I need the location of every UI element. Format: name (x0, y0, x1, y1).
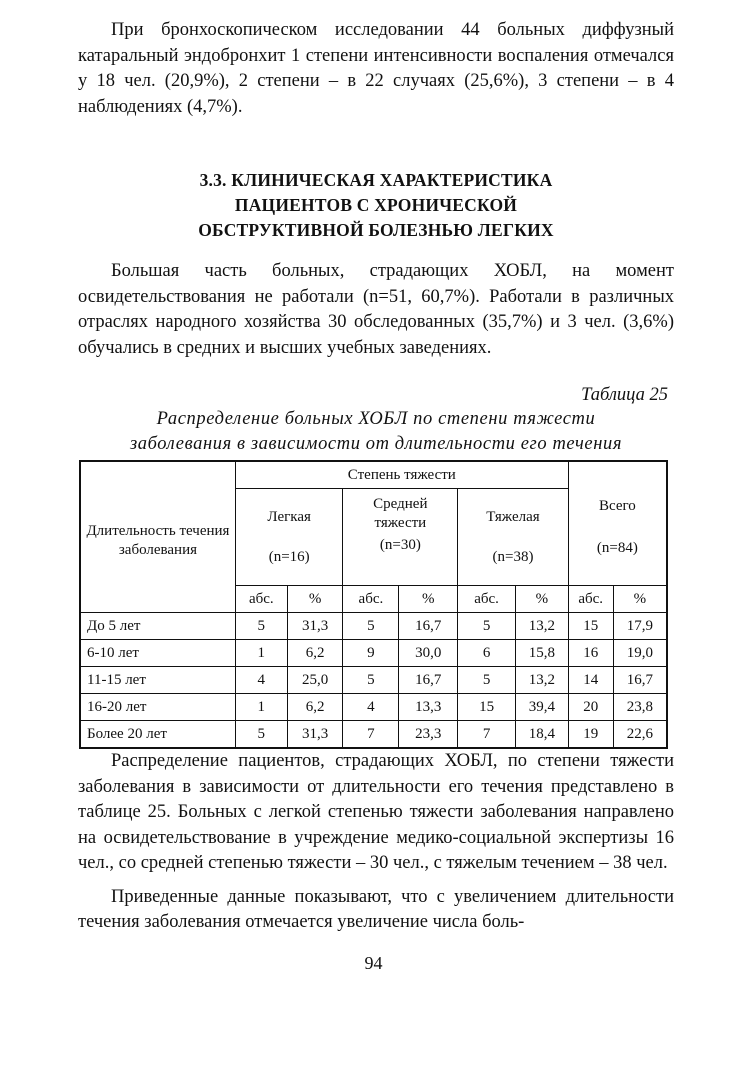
light-abs-header: абс. (235, 586, 287, 613)
row-label: Более 20 лет (80, 721, 235, 749)
distribution-paragraph: Распределение пациентов, страдающих ХОБЛ, по степени тяжести заболевания в зависимости от длительности его течения представлено в таблице 25. Больных с легкой степенью тяжести заболевания направлено на освидетельствование в учреждение медико-социальной экспертизы 16 чел., со средней степенью тяжести – 30 чел., с тяжелым течением – 38 чел. (78, 751, 674, 873)
total-abs-cell: 14 (568, 667, 613, 694)
section-heading-line-3: ОБСТРУКТИВНОЙ БОЛЕЗНЬЮ ЛЕГКИХ (198, 220, 554, 240)
intro-paragraph: При бронхоскопическом исследовании 44 больных диффузный катаральный эндобронхит 1 степени интенсивности воспаления отмечался у 18 чел. (20,9%), 2 степени – в 22 случаях (25,6%), 3 степени – в 4 наблюдениях (4,7%). (78, 20, 674, 117)
total-pct-header: % (613, 586, 667, 613)
total-abs-cell: 15 (568, 613, 613, 640)
light-pct-cell: 6,2 (287, 694, 343, 721)
light-pct-cell: 25,0 (287, 667, 343, 694)
table-row (80, 613, 667, 640)
medium-pct-cell: 16,7 (399, 667, 458, 694)
heavy-pct-cell: 13,2 (515, 613, 568, 640)
medium-abs-header: абс. (343, 586, 399, 613)
section-heading-line-2: ПАЦИЕНТОВ С ХРОНИЧЕСКОЙ (234, 195, 518, 215)
medium-pct-cell: 13,3 (399, 694, 458, 721)
light-abs-cell: 5 (235, 721, 287, 749)
light-pct-cell: 6,2 (287, 640, 343, 667)
total-abs-header: абс. (568, 586, 613, 613)
heavy-abs-cell: 15 (458, 694, 516, 721)
document-page (78, 18, 674, 936)
table-number: Таблица 25 (581, 385, 668, 405)
heavy-pct-cell: 15,8 (515, 640, 568, 667)
total-pct-cell: 17,9 (613, 613, 667, 640)
employment-paragraph: Большая часть больных, страдающих ХОБЛ, на момент освидетельствования не работали (n=51, 60,7%). Работали в различных отраслях народного хозяйства 30 обследованных (35,7%) и 3 чел. (3,6%) обучались в средних и высших учебных заведениях. (78, 261, 674, 358)
light-column-header (235, 489, 343, 586)
heavy-pct-header: % (515, 586, 568, 613)
table-caption-line-1: Распределение больных ХОБЛ по степени тяжести (156, 409, 596, 429)
total-abs-cell: 16 (568, 640, 613, 667)
total-column-header (568, 461, 667, 586)
light-label: Легкая (267, 509, 311, 525)
heavy-pct-cell: 39,4 (515, 694, 568, 721)
light-pct-cell: 31,3 (287, 613, 343, 640)
medium-abs-cell: 5 (343, 667, 399, 694)
total-pct-cell: 16,7 (613, 667, 667, 694)
row-label: 16-20 лет (80, 694, 235, 721)
medium-pct-cell: 30,0 (399, 640, 458, 667)
table-row (80, 640, 667, 667)
page-number: 94 (364, 953, 383, 973)
light-pct-header: % (287, 586, 343, 613)
table-caption-line-2: заболевания в зависимости от длительности его течения (129, 434, 623, 454)
table-row (80, 694, 667, 721)
total-pct-cell: 22,6 (613, 721, 667, 749)
duration-column-header: Длительность течения заболевания (80, 461, 235, 613)
heavy-pct-cell: 18,4 (515, 721, 568, 749)
heavy-abs-header: абс. (458, 586, 516, 613)
row-label: 6-10 лет (80, 640, 235, 667)
heavy-abs-cell: 6 (458, 640, 516, 667)
light-abs-cell: 1 (235, 694, 287, 721)
medium-abs-cell: 9 (343, 640, 399, 667)
total-label: Всего (598, 497, 636, 514)
total-n: (n=84) (596, 539, 638, 556)
medium-abs-cell: 5 (343, 613, 399, 640)
table-row (80, 667, 667, 694)
medium-label: Средней тяжести (373, 496, 428, 531)
medium-pct-cell: 23,3 (399, 721, 458, 749)
total-abs-cell: 19 (568, 721, 613, 749)
heavy-abs-cell: 5 (458, 613, 516, 640)
total-abs-cell: 20 (568, 694, 613, 721)
section-heading-line-1: 3.3. КЛИНИЧЕСКАЯ ХАРАКТЕРИСТИКА (199, 170, 553, 190)
light-pct-cell: 31,3 (287, 721, 343, 749)
medium-column-header (343, 489, 458, 586)
conclusion-paragraph: Приведенные данные показывают, что с увеличением длительности течения заболевания отмечается увеличение числа боль- (78, 886, 674, 932)
total-pct-cell: 23,8 (613, 694, 667, 721)
severity-group-header: Степень тяжести (235, 461, 568, 489)
heavy-abs-cell: 7 (458, 721, 516, 749)
heavy-pct-cell: 13,2 (515, 667, 568, 694)
heavy-n: (n=38) (492, 549, 534, 565)
severity-duration-table (79, 460, 668, 749)
medium-abs-cell: 7 (343, 721, 399, 749)
row-label: До 5 лет (80, 613, 235, 640)
row-label: 11-15 лет (80, 667, 235, 694)
heavy-abs-cell: 5 (458, 667, 516, 694)
table-caption (78, 407, 674, 457)
medium-pct-cell: 16,7 (399, 613, 458, 640)
section-heading (78, 168, 674, 243)
medium-pct-header: % (399, 586, 458, 613)
light-abs-cell: 5 (235, 613, 287, 640)
heavy-column-header (458, 489, 569, 586)
table-row (80, 721, 667, 749)
total-pct-cell: 19,0 (613, 640, 667, 667)
light-n: (n=16) (268, 549, 310, 565)
heavy-label: Тяжелая (486, 509, 540, 525)
medium-abs-cell: 4 (343, 694, 399, 721)
light-abs-cell: 1 (235, 640, 287, 667)
light-abs-cell: 4 (235, 667, 287, 694)
medium-n: (n=30) (379, 537, 421, 553)
